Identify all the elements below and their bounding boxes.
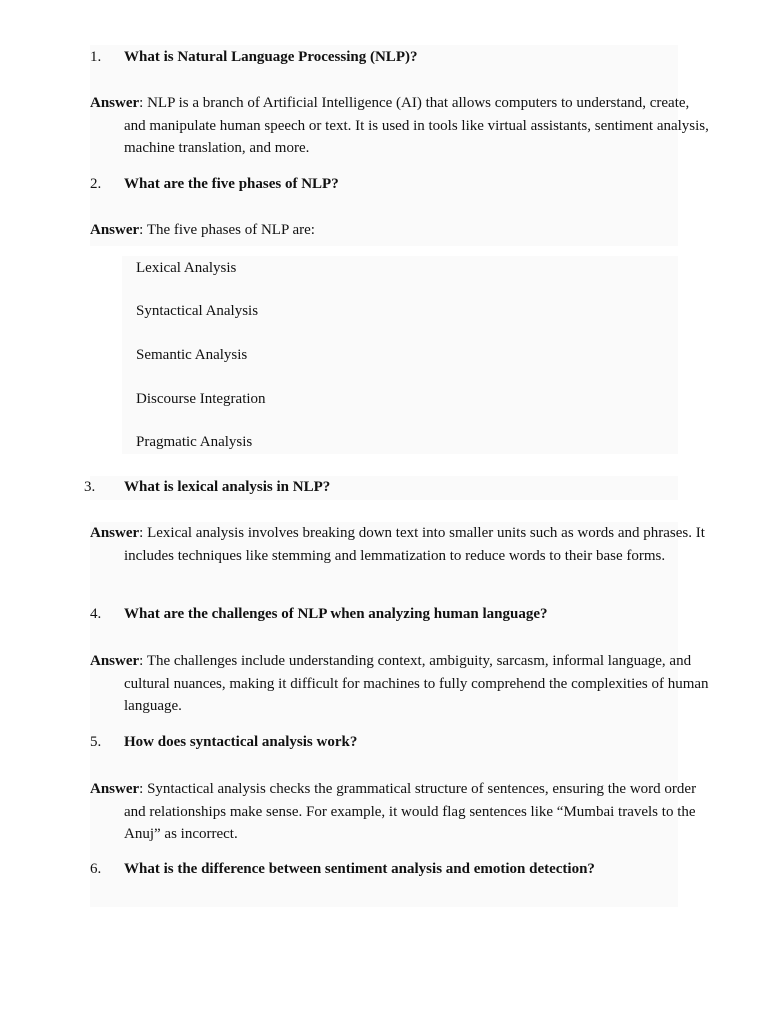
list-item: Pragmatic Analysis: [136, 434, 253, 450]
answer-text: : Lexical analysis involves breaking down text into smaller units such as words and phrases. It includes techniques like stemming and lemmatization to reduce words to their base forms.: [124, 525, 705, 564]
answer-label: Answer: [90, 653, 140, 669]
question-text: What is Natural Language Processing (NLP)?: [124, 49, 418, 65]
answer-label: Answer: [90, 781, 140, 797]
answer-1: [90, 92, 712, 160]
question-number: 3.: [84, 479, 96, 495]
question-number: 1.: [90, 49, 102, 65]
answer-label: Answer: [90, 525, 140, 541]
answer-5: [90, 778, 712, 846]
question-text: What are the challenges of NLP when analyzing human language?: [124, 606, 548, 622]
question-number: 4.: [90, 606, 102, 622]
question-text: What is the difference between sentiment analysis and emotion detection?: [124, 861, 595, 877]
question-text: How does syntactical analysis work?: [124, 734, 358, 750]
question-text: What is lexical analysis in NLP?: [124, 479, 331, 495]
question-text: What are the five phases of NLP?: [124, 176, 339, 192]
answer-3: [90, 522, 712, 567]
answer-label: Answer: [90, 95, 140, 111]
answer-text: : NLP is a branch of Artificial Intelligence (AI) that allows computers to understand, create, and manipulate human speech or text. It is used in tools like virtual assistants, sentiment analysis, machine translation, and more.: [124, 95, 709, 156]
answer-label: Answer: [90, 222, 140, 238]
question-number: 2.: [90, 176, 102, 192]
list-item: Lexical Analysis: [136, 260, 237, 276]
answer-text: : The challenges include understanding context, ambiguity, sarcasm, informal language, and cultural nuances, making it difficult for machines to fully comprehend the complexities of human language.: [124, 653, 709, 714]
question-number: 6.: [90, 861, 102, 877]
list-item: Syntactical Analysis: [136, 303, 259, 319]
answer-4: [90, 650, 712, 718]
answer-text: : Syntactical analysis checks the grammatical structure of sentences, ensuring the word order and relationships make sense. For example, it would flag sentences like “Mumbai travels to the Anuj” as incorrect.: [124, 781, 697, 842]
list-item: Semantic Analysis: [136, 347, 248, 363]
question-number: 5.: [90, 734, 102, 750]
answer-text: : The five phases of NLP are:: [139, 222, 315, 238]
answer-2: [90, 219, 712, 242]
list-item: Discourse Integration: [136, 391, 266, 407]
